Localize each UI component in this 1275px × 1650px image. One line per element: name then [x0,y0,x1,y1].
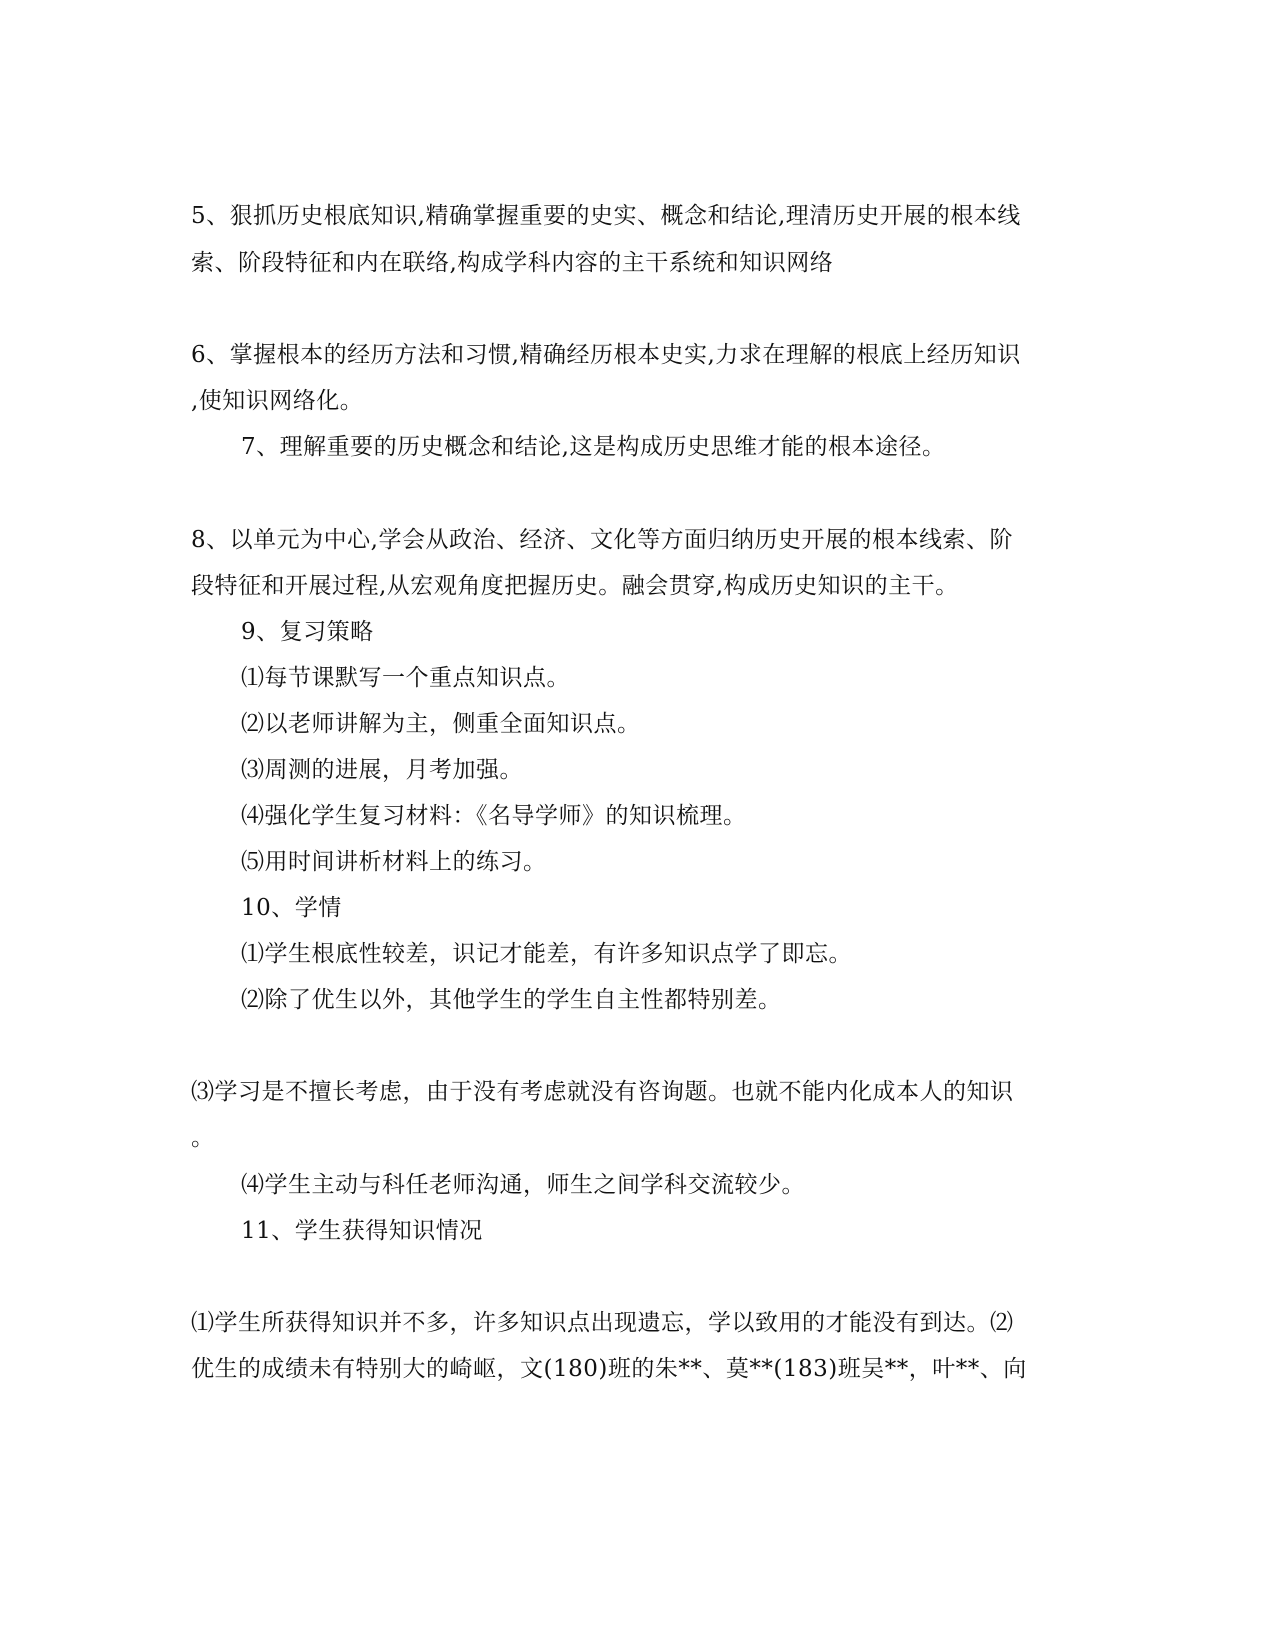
list-item: ⑴每节课默写一个重点知识点。 [241,665,570,691]
text-line: 索、阶段特征和内在联络,构成学科内容的主干系统和知识网络 [191,250,834,276]
list-item: ⑶周测的进展，月考加强。 [241,757,523,783]
text-line: ⑴学生所获得知识并不多，许多知识点出现遗忘，学以致用的才能没有到达。⑵ [191,1310,1014,1336]
text-line: 5、狠抓历史根底知识,精确掌握重要的史实、概念和结论,理清历史开展的根本线 [191,203,1021,229]
list-item: ⑸用时间讲析材料上的练习。 [241,849,547,875]
list-item: ⑵以老师讲解为主，侧重全面知识点。 [241,711,641,737]
list-item: ⑵除了优生以外，其他学生的学生自主性都特别差。 [241,987,782,1013]
section-heading: 10、学情 [241,895,342,921]
section-heading: 11、学生获得知识情况 [241,1218,483,1244]
list-item: ⑴学生根底性较差，识记才能差，有许多知识点学了即忘。 [241,941,852,967]
list-item: ⑷学生主动与科任老师沟通，师生之间学科交流较少。 [241,1172,805,1198]
text-line: 6、掌握根本的经历方法和习惯,精确经历根本史实,力求在理解的根底上经历知识 [191,342,1021,368]
text-line: 优生的成绩未有特别大的崎岖，文(180)班的朱**、莫**(183)班吴**，叶**、向 [191,1356,1027,1382]
section-heading: 9、复习策略 [241,619,374,645]
list-item: ⑷强化学生复习材料：《名导学师》的知识梳理。 [241,803,747,829]
text-line: 段特征和开展过程,从宏观角度把握历史。融会贯穿,构成历史知识的主干。 [191,573,959,599]
text-line: ,使知识网络化。 [191,388,364,414]
text-line: 8、以单元为中心,学会从政治、经济、文化等方面归纳历史开展的根本线索、阶 [191,527,1013,553]
text-line: 。 [191,1125,215,1151]
text-line: 7、理解重要的历史概念和结论,这是构成历史思维才能的根本途径。 [241,434,946,460]
text-line: ⑶学习是不擅长考虑，由于没有考虑就没有咨询题。也就不能内化成本人的知识 [191,1079,1014,1105]
